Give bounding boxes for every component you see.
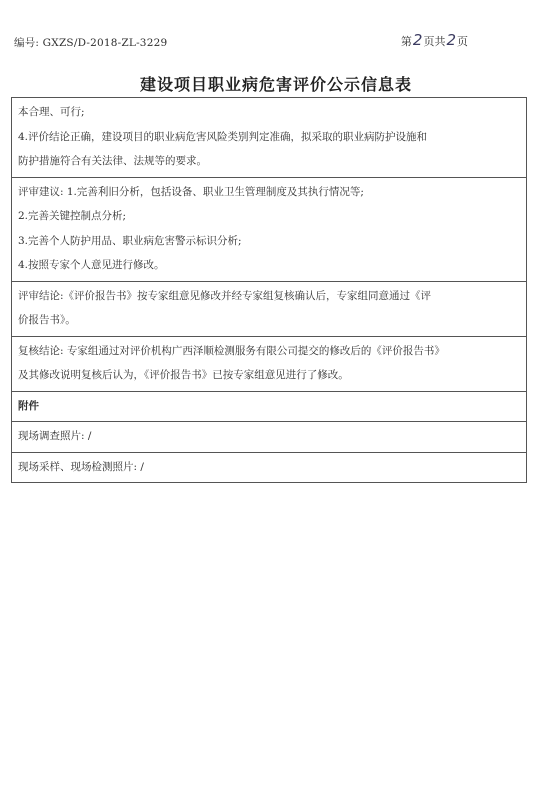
text-line: 价报告书》。 [18,314,76,326]
page-prefix: 第 [400,35,412,48]
attachment-label: 附件 [12,391,527,422]
table-row-review-conclusion [12,281,527,336]
text-line: 评审结论:《评价报告书》按专家组意见修改并经专家组复核确认后，专家组同意通过《评 [18,289,432,302]
document-header [14,31,534,51]
page-counter [401,31,468,49]
table-row-recheck-conclusion [12,336,527,391]
table-row-site-sampling [12,452,527,483]
text-line: 3.完善个人防护用品、职业病危害警示标识分析; [18,234,242,247]
site-sampling-photos: 现场采样、现场检测照片: / [12,452,527,483]
table-row-conclusion [12,98,527,178]
document-number: 编号: GXZS/D-2018-ZL-3229 [14,37,168,49]
text-line: 评审建议: 1.完善利旧分析，包括设备、职业卫生管理制度及其执行情况等; [18,185,364,198]
recheck-conclusion-cell [12,336,527,391]
page-total: 2 [446,31,456,49]
text-line: 本合理、可行; [18,106,85,118]
text-line: 及其修改说明复核后认为，《评价报告书》已按专家组意见进行了修改。 [18,369,349,381]
review-conclusion-cell [12,281,527,336]
table-row-review-suggestions [12,177,527,281]
text-line: 防护措施符合有关法律、法规等的要求。 [18,155,207,167]
text-line: 2.完善关键控制点分析; [18,210,127,222]
table-row-site-survey [12,422,527,453]
conclusion-cell [12,98,527,178]
page-middle: 页共 [423,35,446,48]
document-title: 建设项目职业病危害评价公示信息表 [139,75,412,94]
text-line: 4.评价结论正确，建设项目的职业病危害风险类别判定准确，拟采取的职业病防护设施和 [18,130,428,143]
table-row-attachment [12,391,527,422]
site-survey-photos: 现场调查照片: / [12,422,527,453]
info-table [11,97,527,483]
page-current: 2 [412,31,423,49]
page-suffix: 页 [457,35,468,48]
review-suggestions-cell [12,177,527,281]
text-line: 复核结论: 专家组通过对评价机构广西泽顺检测服务有限公司提交的修改后的《评价报告书》 [18,344,445,357]
text-line: 4.按照专家个人意见进行修改。 [18,259,165,271]
